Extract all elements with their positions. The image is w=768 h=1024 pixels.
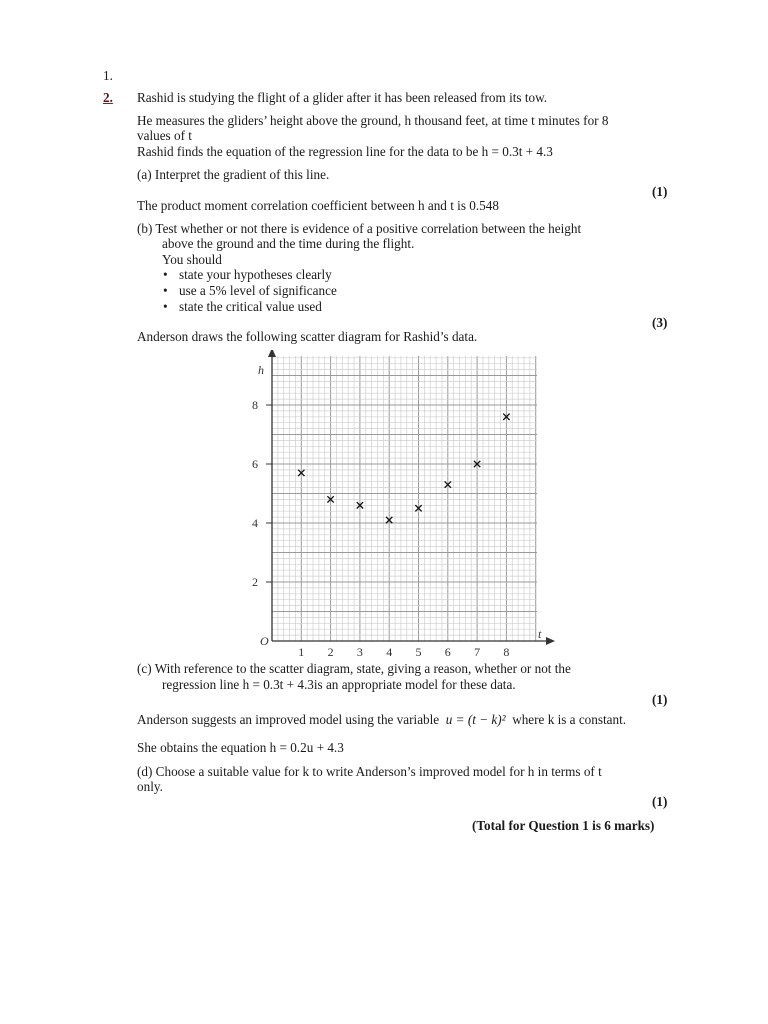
part-a-text: (a) Interpret the gradient of this line. (137, 167, 330, 182)
y-axis-arrow (268, 350, 276, 357)
part-c-marks: (1) (652, 692, 668, 707)
part-d-marks: (1) (652, 794, 668, 809)
part-b-marks: (3) (652, 315, 668, 330)
obtains-equation-text: She obtains the equation h = 0.2u + 4.3 (137, 740, 344, 755)
y-tick-label: 2 (252, 575, 258, 589)
regression-text: Rashid finds the equation of the regression line for the data to be h = 0.3t + 4.3 (137, 144, 553, 159)
scatter-intro-text: Anderson draws the following scatter diagram for Rashid’s data. (137, 329, 478, 344)
x-tick-label: 7 (474, 645, 481, 659)
x-tick-label: 4 (386, 645, 393, 659)
y-tick-label: 4 (252, 516, 258, 530)
improved-model-text (137, 712, 626, 727)
y-tick-label: 8 (252, 398, 258, 412)
question-number: 2. (103, 90, 113, 105)
x-axis-label: t (538, 627, 542, 641)
x-tick-label: 5 (415, 645, 422, 659)
part-c-line2: regression line h = 0.3t + 4.3is an appropriate model for these data. (162, 677, 516, 692)
total-marks: (Total for Question 1 is 6 marks) (472, 818, 655, 833)
bullet-significance: • use a 5% level of significance (179, 283, 337, 298)
x-tick-label: 2 (327, 645, 334, 659)
x-tick-label: 3 (356, 645, 363, 659)
y-tick-label: 6 (252, 457, 258, 471)
bullet-hypotheses: • state your hypotheses clearly (179, 267, 332, 282)
part-d-line2: only. (137, 779, 163, 794)
part-b-line1: (b) Test whether or not there is evidence of a positive correlation between the height (137, 221, 582, 236)
chart-grid (272, 356, 537, 641)
measure-text-line2: values of t (137, 128, 192, 143)
x-tick-label: 8 (503, 645, 510, 659)
chart-points (298, 414, 510, 524)
measure-text-line1: He measures the gliders’ height above the ground, h thousand feet, at time t minutes for 8 (137, 113, 609, 128)
part-a-marks: (1) (652, 184, 668, 199)
question-intro: Rashid is studying the flight of a glider after it has been released from its tow. (137, 90, 548, 105)
improved-model-lead: Anderson suggests an improved model using the variable (137, 712, 440, 727)
improved-model-tail: where k is a constant. (512, 712, 627, 727)
x-axis-arrow (546, 637, 555, 645)
scatter-diagram (240, 350, 560, 665)
part-b-line2: above the ground and the time during the flight. (162, 236, 415, 251)
y-axis-label: h (258, 363, 264, 377)
pmcc-text: The product moment correlation coefficient between h and t is 0.548 (137, 198, 499, 213)
origin-label: O (260, 634, 269, 648)
part-b-line3: You should (162, 252, 222, 267)
x-tick-label: 1 (298, 645, 305, 659)
previous-question-number: 1. (103, 68, 113, 83)
bullet-critical-value: • state the critical value used (179, 299, 322, 314)
x-tick-label: 6 (444, 645, 451, 659)
part-d-line1: (d) Choose a suitable value for k to write Anderson’s improved model for h in terms of t (137, 764, 602, 779)
part-c-line1: (c) With reference to the scatter diagram, state, giving a reason, whether or not the (137, 661, 571, 676)
improved-model-equation: u = (t − k)² (445, 712, 506, 727)
